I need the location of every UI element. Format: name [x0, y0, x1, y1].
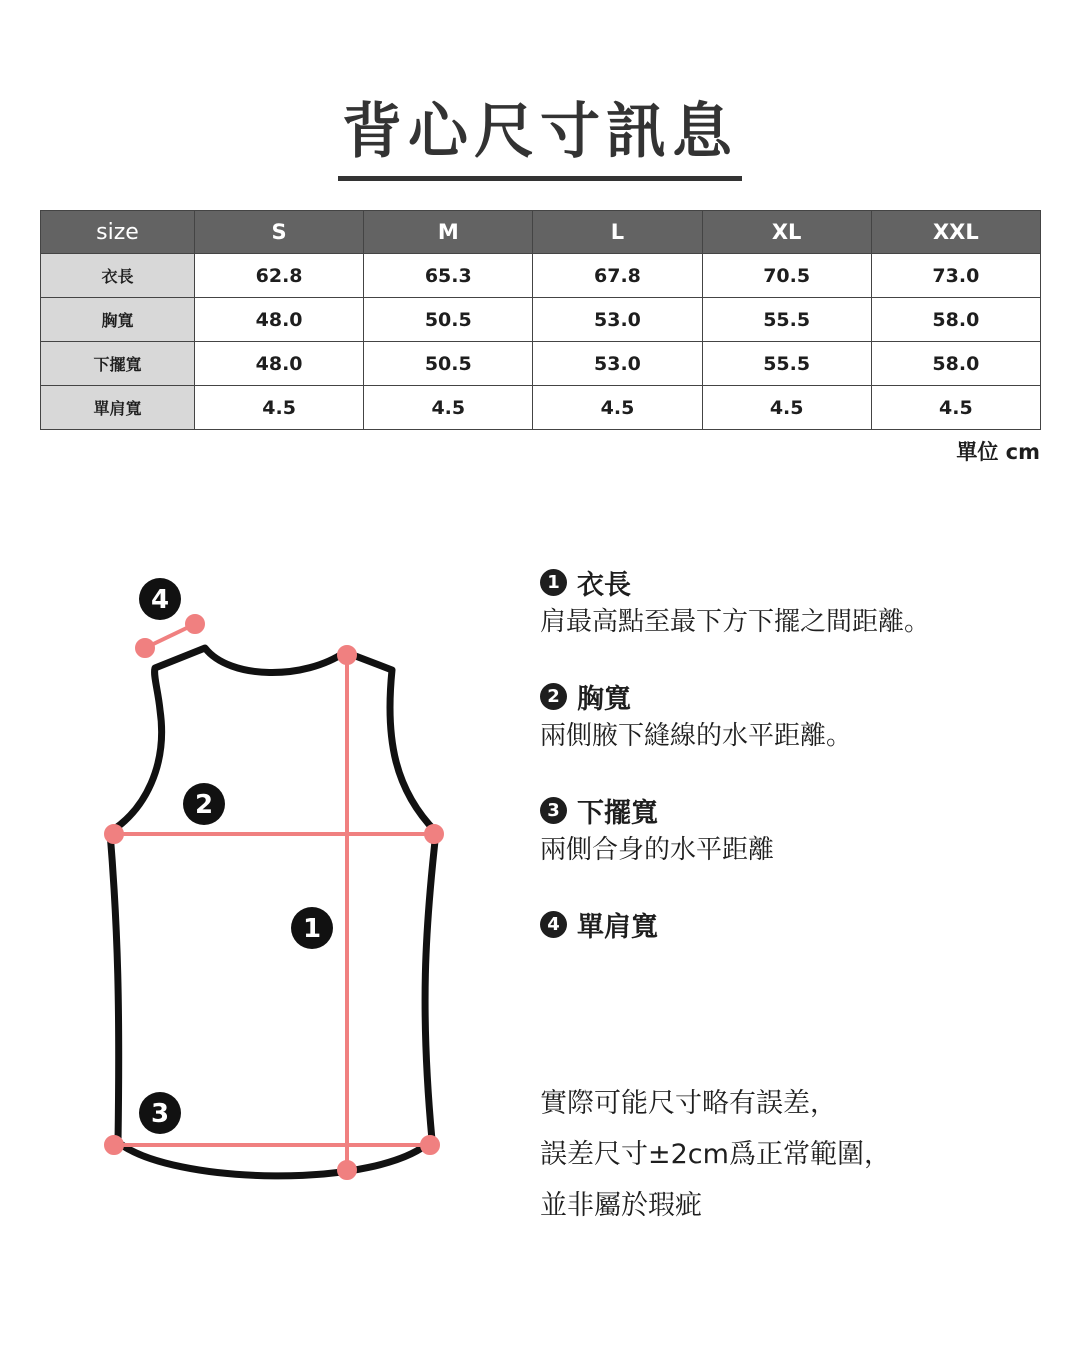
table-cell: 62.8 [195, 254, 364, 298]
table-cell: 50.5 [364, 298, 533, 342]
size-header-m: M [364, 211, 533, 254]
measurement-name: 單肩寬 [577, 911, 658, 943]
measurement-desc: 兩側合身的水平距離 [540, 835, 775, 865]
measurement-heading [540, 904, 1060, 944]
table-cell: 4.5 [871, 386, 1040, 430]
measure-point [187, 616, 203, 632]
marker-2-label: 2 [194, 790, 214, 820]
table-cell: 67.8 [533, 254, 702, 298]
measure-point [422, 1137, 438, 1153]
size-header-corner: size [41, 211, 195, 254]
table-cell: 4.5 [533, 386, 702, 430]
measurement-notes [540, 562, 1060, 978]
row-label: 下擺寬 [41, 342, 195, 386]
measurement-desc: 兩側腋下縫線的水平距離。 [540, 721, 853, 751]
table-cell: 53.0 [533, 298, 702, 342]
marker-4-label: 4 [150, 585, 170, 615]
page-title-wrap [0, 84, 1080, 181]
disclaimer-line: 實際可能尺寸略有誤差， [540, 1088, 837, 1119]
table-row [41, 342, 1041, 386]
measurement-heading [540, 562, 1060, 602]
row-label: 單肩寬 [41, 386, 195, 430]
page-title: 背心尺寸訊息 [338, 84, 742, 181]
unit-label: 單位 cm [956, 440, 1040, 464]
table-cell: 58.0 [871, 298, 1040, 342]
measurement-desc: 肩最高點至最下方下擺之間距離。 [540, 607, 931, 637]
number-badge-icon: 2 [540, 683, 567, 710]
table-cell: 65.3 [364, 254, 533, 298]
table-cell: 70.5 [702, 254, 871, 298]
measurement-name: 下擺寬 [577, 797, 658, 829]
measurement-name: 衣長 [577, 569, 631, 601]
table-row [41, 254, 1041, 298]
table-cell: 58.0 [871, 342, 1040, 386]
table-cell: 48.0 [195, 298, 364, 342]
measure-point [339, 647, 355, 663]
size-header-xl: XL [702, 211, 871, 254]
table-cell: 48.0 [195, 342, 364, 386]
measure-point [426, 826, 442, 842]
size-header-s: S [195, 211, 364, 254]
table-cell: 4.5 [702, 386, 871, 430]
row-label: 衣長 [41, 254, 195, 298]
table-cell: 4.5 [195, 386, 364, 430]
size-header-xxl: XXL [871, 211, 1040, 254]
measure-point [106, 826, 122, 842]
table-cell: 55.5 [702, 342, 871, 386]
number-badge-icon: 4 [540, 911, 567, 938]
table-row [41, 386, 1041, 430]
size-header-l: L [533, 211, 702, 254]
measure-point [137, 640, 153, 656]
vest-diagram [0, 540, 480, 1200]
measurement-name: 胸寬 [577, 683, 631, 715]
measurement-item [540, 562, 1060, 642]
row-label: 胸寬 [41, 298, 195, 342]
table-cell: 73.0 [871, 254, 1040, 298]
table-cell: 4.5 [364, 386, 533, 430]
number-badge-icon: 1 [540, 569, 567, 596]
measurement-heading [540, 676, 1060, 716]
table-cell: 53.0 [533, 342, 702, 386]
measure-point [106, 1137, 122, 1153]
table-row [41, 298, 1041, 342]
table-cell: 50.5 [364, 342, 533, 386]
marker-3-label: 3 [150, 1099, 170, 1129]
measure-point [339, 1162, 355, 1178]
measurement-item [540, 676, 1060, 756]
disclaimer-line: 並非屬於瑕疵 [540, 1190, 702, 1221]
number-badge-icon: 3 [540, 797, 567, 824]
measurement-item [540, 904, 1060, 944]
marker-1-label: 1 [302, 914, 322, 944]
size-table [40, 210, 1041, 430]
measurement-item [540, 790, 1060, 870]
disclaimer-line: 誤差尺寸±2cm爲正常範圍， [540, 1139, 891, 1170]
measurement-heading [540, 790, 1060, 830]
table-cell: 55.5 [702, 298, 871, 342]
size-table-header [41, 211, 1041, 254]
disclaimer [540, 1078, 891, 1231]
